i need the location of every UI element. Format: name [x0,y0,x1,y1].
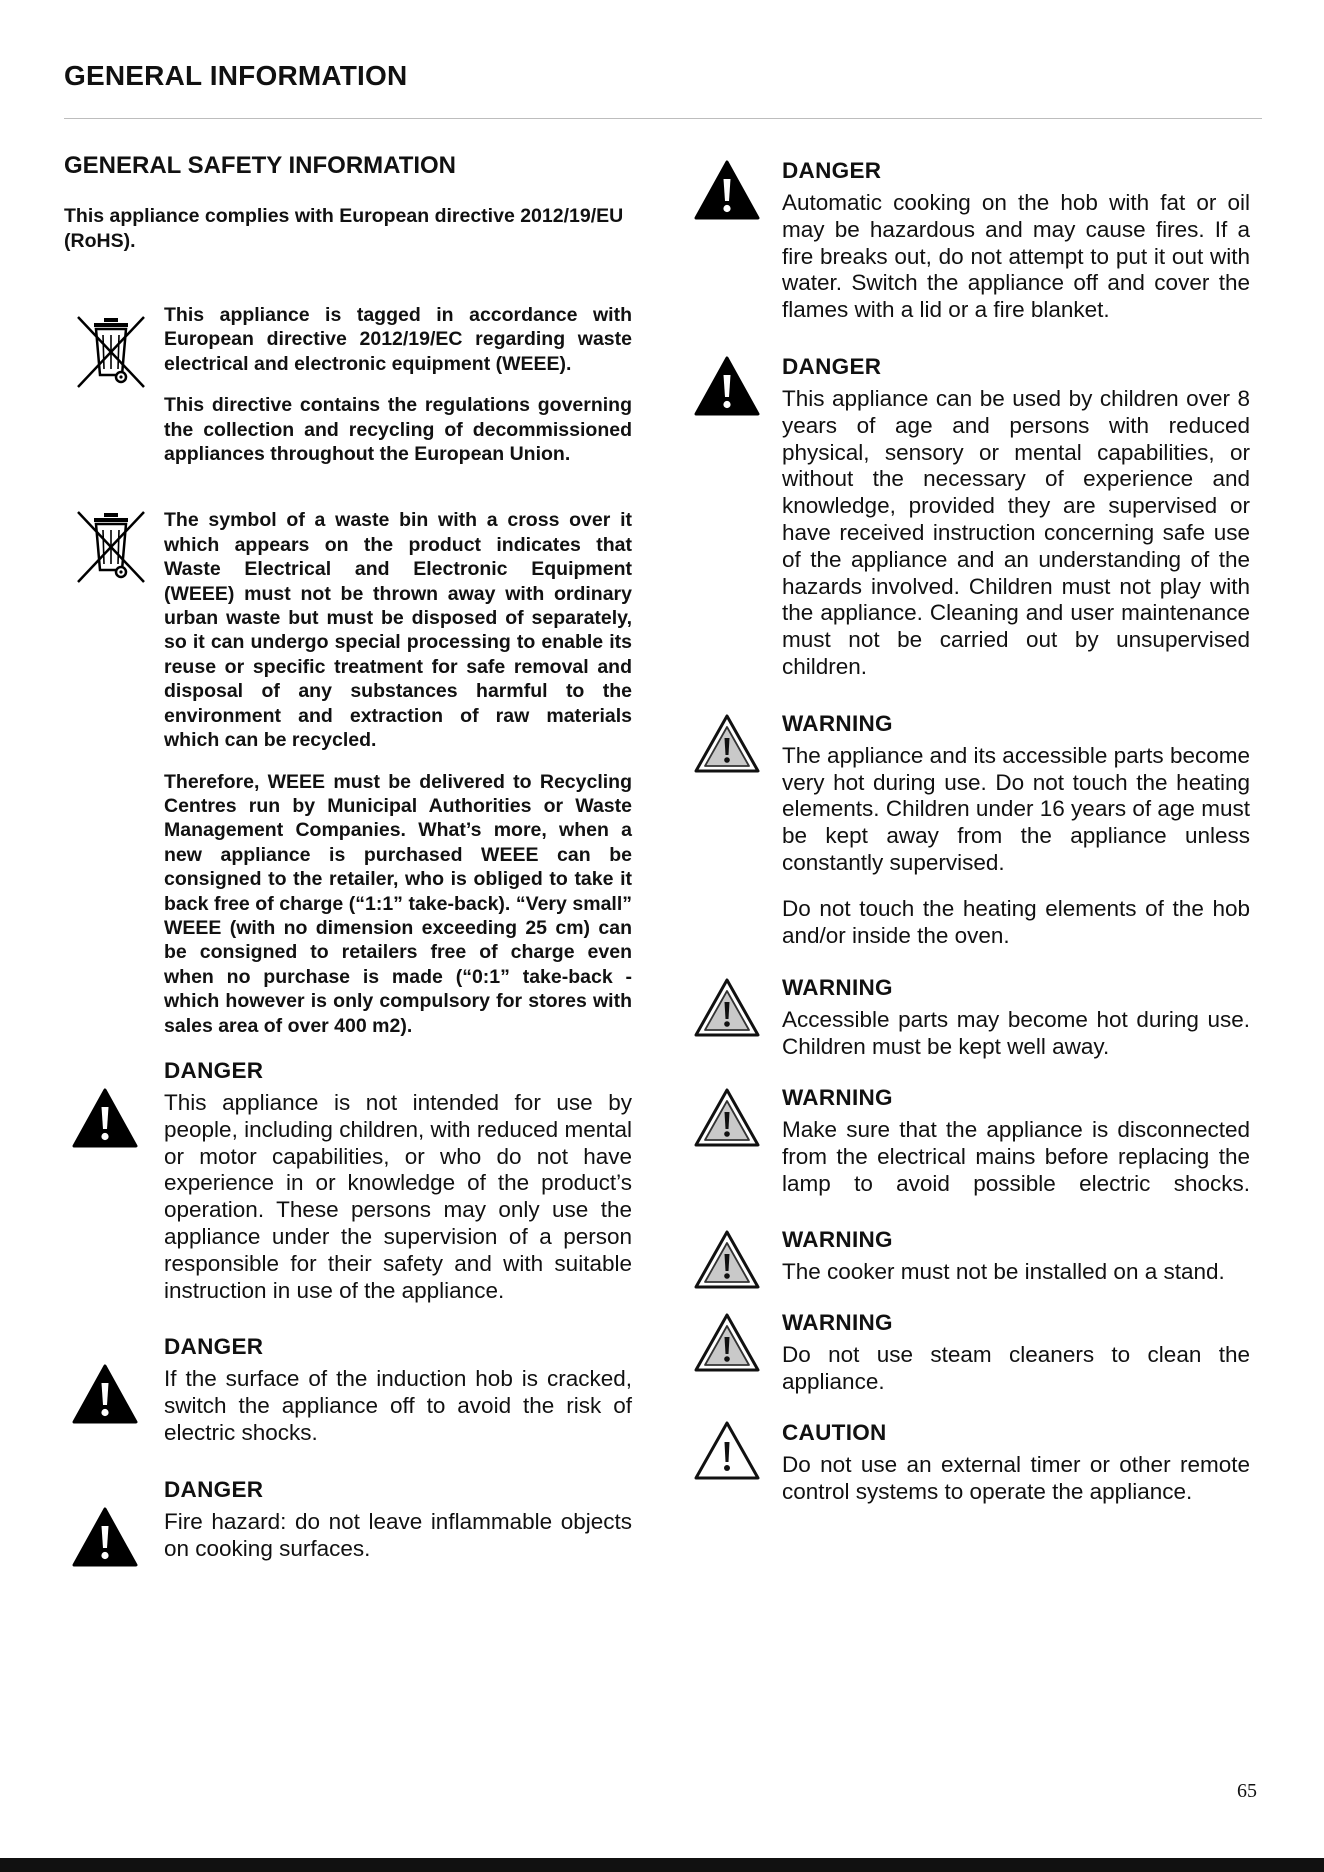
notice-label: CAUTION [782,1419,887,1445]
notice-label: WARNING [782,975,893,1001]
notice-text: Do not touch the heating elements of the hob and/or inside the oven. [782,895,1250,948]
notice-text: Make sure that the appliance is disconnected from the electrical mains before replacing the lamp to avoid possible electric shocks. [782,1116,1250,1196]
notice-text: The appliance and its accessible parts become very hot during use. Do not touch the heating elements. Children under 16 years of age must be kept away from the appliance unless constantly supervised. [782,742,1250,875]
weee-paragraph: This directive contains the regulations governing the collection and recycling of decommissioned appliances throughout the European Union. [164,394,632,466]
warning-icon [694,713,760,773]
notice-text: This appliance can be used by children over 8 years of age and persons with reduced physical, sensory or mental capabilities, or without the necessary of experience and knowledge, provided they are supervised or have received instruction concerning safe use of the appliance and an understanding of the hazards involved. Children must not play with the appliance. Cleaning and user maintenance must not be carried out by unsupervised children. [782,385,1250,679]
notice-text: The cooker must not be installed on a stand. [782,1259,1225,1285]
notice-label: DANGER [782,158,882,183]
notice-label: DANGER [164,1057,264,1083]
warning-icon [694,1229,760,1289]
notice-label: WARNING [782,1084,893,1110]
notice-label: WARNING [782,1310,893,1336]
notice-text: Do not use an external timer or other remote control systems to operate the appliance. [782,1451,1250,1504]
section-title: GENERAL SAFETY INFORMATION [64,152,457,179]
warning-icon [694,1312,760,1372]
weee-block-2 [64,508,632,1038]
right-column [690,158,1250,1505]
danger-notice [64,1058,632,1304]
page-title: GENERAL INFORMATION [64,60,408,91]
weee-paragraph: Therefore, WEEE must be delivered to Recycling Centres run by Municipal Authorities or Waste Management Companies. What’s more, when a new appliance is purchased WEEE can be consigned to the retailer, who is obliged to take it back free of charge (“1:1” take-back). “Very small” WEEE (with no dimension exceeding 25 cm) can be consigned to retailers free of charge even when no purchase is made (“0:1” take-back - which however is only compulsory for stores with sales area of over 400 m2). [164,770,632,1037]
notice-label: DANGER [164,1334,264,1360]
caution-icon [694,1420,760,1480]
danger-icon [72,1088,138,1148]
notice-label: WARNING [782,1227,893,1253]
warning-icon [694,977,760,1037]
weee-crossed-bin-icon [74,508,148,586]
danger-notice [64,1334,632,1446]
caution-notice [690,1420,1250,1506]
warning-notice [690,711,1250,950]
bottom-edge-strip [0,1858,1324,1872]
weee-crossed-bin-icon [74,313,148,391]
page-number: 65 [1237,1780,1257,1802]
notice-text: Fire hazard: do not leave inflammable objects on cooking surfaces. [164,1508,632,1561]
warning-notice [690,975,1250,1061]
header-divider [64,118,1262,119]
danger-icon [72,1507,138,1567]
warning-notice [690,1085,1250,1197]
weee-block-1 [64,303,632,466]
danger-icon [72,1364,138,1424]
weee-paragraph: The symbol of a waste bin with a cross over it which appears on the product indicates that Waste Electrical and Electronic Equipment (WEEE) must not be thrown away with ordinary urban waste but must be disposed of separately, so it can undergo special processing to enable its reuse or specific treatment for safe removal and disposal of any substances harmful to the environment and extraction of raw materials which can be recycled. [164,509,632,752]
notice-label: DANGER [164,1476,264,1502]
left-column [64,152,632,1562]
notice-text: Do not use steam cleaners to clean the appliance. [782,1342,1250,1394]
warning-notice [690,1227,1250,1286]
rohs-statement: This appliance complies with European directive 2012/19/EU (RoHS). [64,205,624,252]
warning-icon [694,1087,760,1147]
notice-label: DANGER [782,353,882,379]
danger-notice [690,158,1250,324]
notice-text: Automatic cooking on the hob with fat or oil may be hazardous and may cause fires. If a fire breaks out, do not attempt to put it out with water. Switch the appliance off and cover the flames with a lid or a fire blanket. [782,190,1250,323]
danger-icon [694,160,760,220]
weee-paragraph: This appliance is tagged in accordance with European directive 2012/19/EC regarding waste electrical and electronic equipment (WEEE). [164,304,632,375]
notice-text: If the surface of the induction hob is cracked, switch the appliance off to avoid the risk of electric shocks. [164,1366,632,1445]
notice-text: Accessible parts may become hot during use. Children must be kept well away. [782,1007,1250,1060]
danger-notice [64,1477,632,1563]
warning-notice [690,1310,1250,1396]
notice-text: This appliance is not intended for use by people, including children, with reduced mental or motor capabilities, or who do not have experience in or knowledge of the product’s operation. These persons may only use the appliance under the supervision of a person responsible for their safety and with suitable instruction in use of the appliance. [164,1089,632,1303]
danger-notice [690,354,1250,681]
danger-icon [694,356,760,416]
notice-label: WARNING [782,710,893,736]
